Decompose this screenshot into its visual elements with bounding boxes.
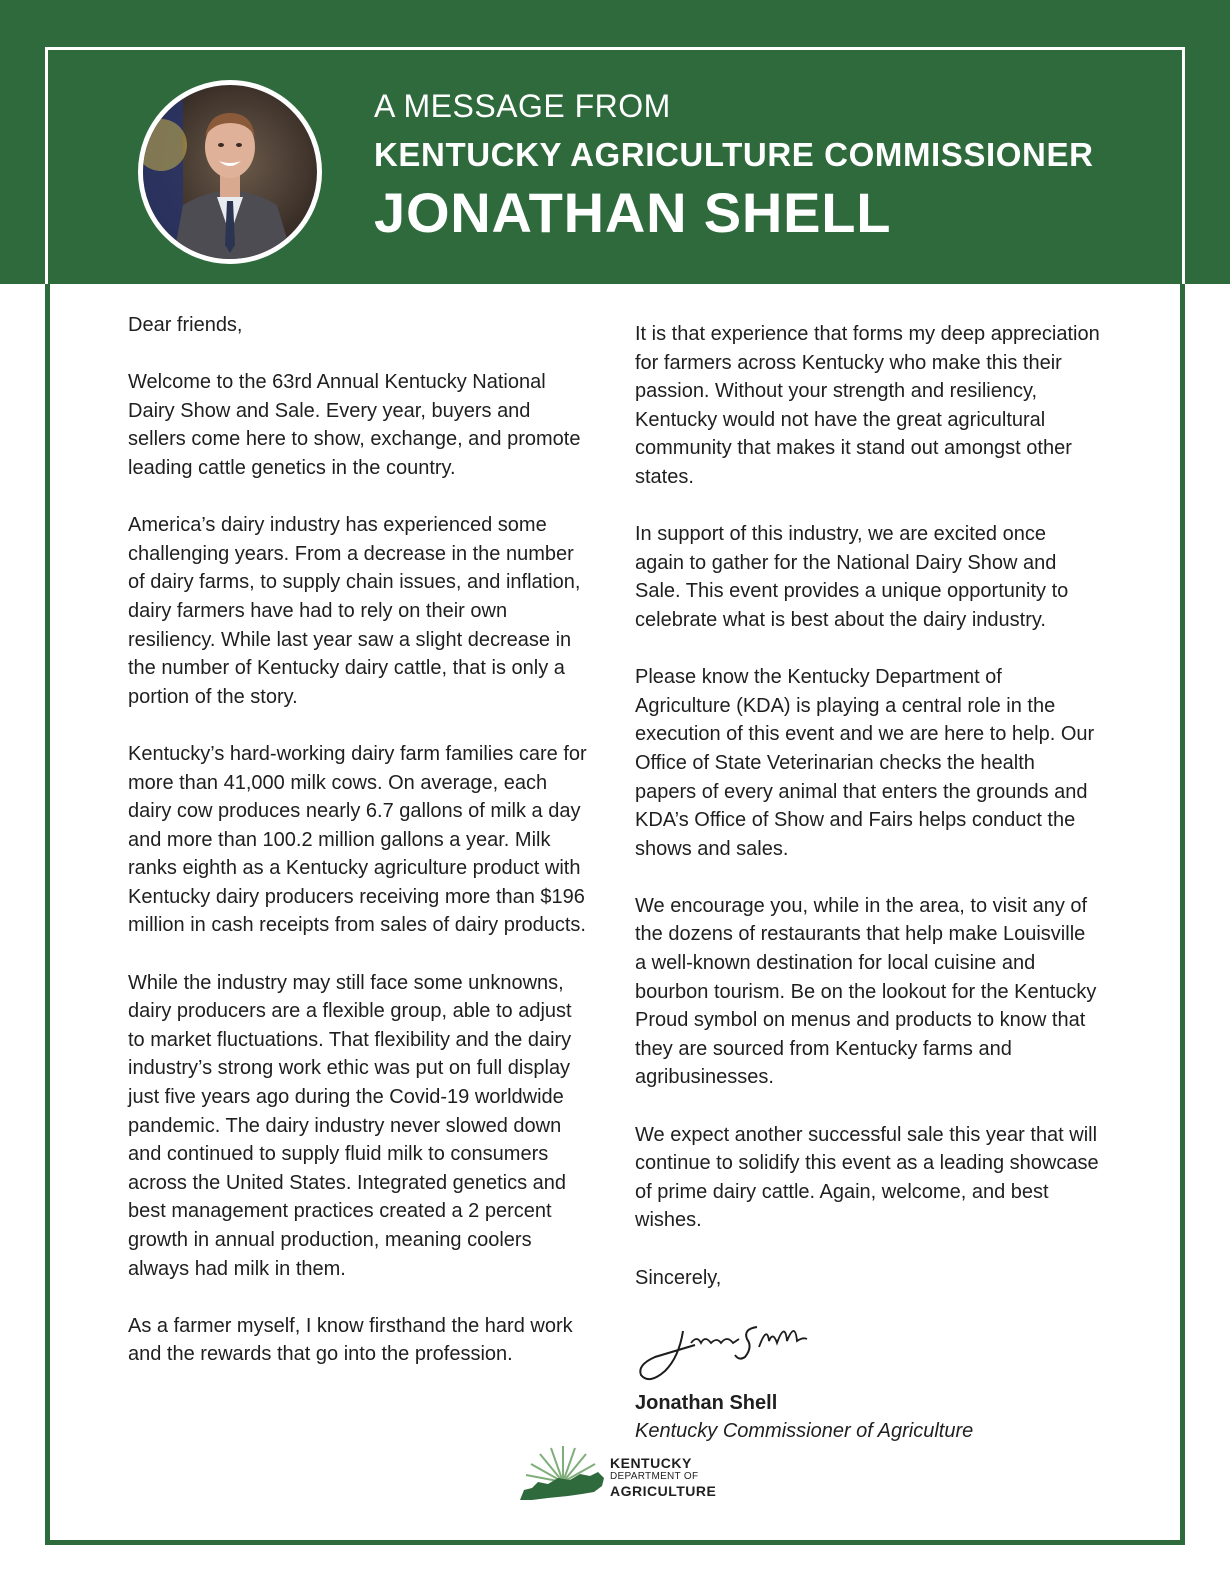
header-line-2: KENTUCKY AGRICULTURE COMMISSIONER [374,136,1094,173]
kda-logo-text [610,1456,716,1498]
kentucky-sun-icon [518,1442,608,1506]
paragraph: Please know the Kentucky Department of Agriculture (KDA) is playing a central role in the execution of this event and we are here to help. Our Office of State Veterinarian checks the health papers of every animal that enters the grounds and KDA’s Office of Show and Fairs helps conduct the shows and sales. [635,666,1095,860]
paragraph: In support of this industry, we are excited once again to gather for the National Dairy Show and Sale. This event provides a unique opportunity to celebrate what is best about the dairy industry. [635,523,1069,631]
signer-title: Kentucky Commissioner of Agriculture [635,1420,974,1443]
paragraph: Kentucky’s hard-working dairy farm families care for more than 41,000 milk cows. On average, each dairy cow produces nearly 6.7 gallons of milk a day and more than 100.2 million gallons a year. Milk ranks eighth as a Kentucky agriculture product with Kentucky dairy producers receiving more than $196 million in cash receipts from sales of dairy products. [128,742,587,937]
header-title [374,88,1094,244]
paragraph: It is that experience that forms my deep appreciation for farmers across Kentucky who make this their passion. Without your strength and resiliency, Kentucky would not have the great agricultural community that makes it stand out amongst other states. [635,323,1100,488]
logo-line-3: AGRICULTURE [610,1483,717,1499]
person-icon [143,85,317,259]
letter-right-column [635,320,1100,1446]
logo-line-2: DEPARTMENT OF [610,1471,699,1482]
paragraph: We encourage you, while in the area, to visit any of the dozens of restaurants that help make Louisville a well-known destination for local cuisine and bourbon tourism. Be on the lookout for the Kentucky Proud symbol on menus and products to know that they are sourced from Kentucky farms and agribusinesses. [635,894,1097,1089]
logo-line-1: KENTUCKY [610,1455,692,1471]
letter-left-column [128,311,590,1398]
paragraph: Welcome to the 63rd Annual Kentucky National Dairy Show and Sale. Every year, buyers and sellers come here to show, exchange, and promote leading cattle genetics in the country. [128,371,581,479]
salutation: Dear friends, [128,314,243,336]
signer-name: Jonathan Shell [635,1391,778,1414]
paragraph: While the industry may still face some unknowns, dairy producers are a flexible group, able to adjust to market fluctuations. That flexibility and the dairy industry’s strong work ethic was put on full display just five years ago during the Covid-19 worldwide pandemic. The dairy industry never slowed down and continued to supply fluid milk to consumers across the United States. Integrated genetics and best management practices created a 2 percent growth in annual production, meaning coolers always had milk in them. [128,971,572,1280]
paragraph: America’s dairy industry has experienced some challenging years. From a decrease in the number of dairy farms, to supply chain issues, and inflation, dairy farmers have had to rely on their own resiliency. While last year saw a slight decrease in the number of Kentucky dairy cattle, that is only a portion of the story. [128,514,581,708]
header-line-1: A MESSAGE FROM [374,88,671,124]
paragraph: We expect another successful sale this year that will continue to solidify this event as a leading showcase of prime dairy cattle. Again, welcome, and best wishes. [635,1123,1099,1232]
closing: Sincerely, [635,1266,722,1289]
signature-image [635,1317,825,1387]
header-line-3: JONATHAN SHELL [374,181,892,244]
kda-logo [518,1442,718,1506]
commissioner-portrait [138,80,322,264]
paragraph: As a farmer myself, I know firsthand the hard work and the rewards that go into the profession. [128,1314,573,1366]
